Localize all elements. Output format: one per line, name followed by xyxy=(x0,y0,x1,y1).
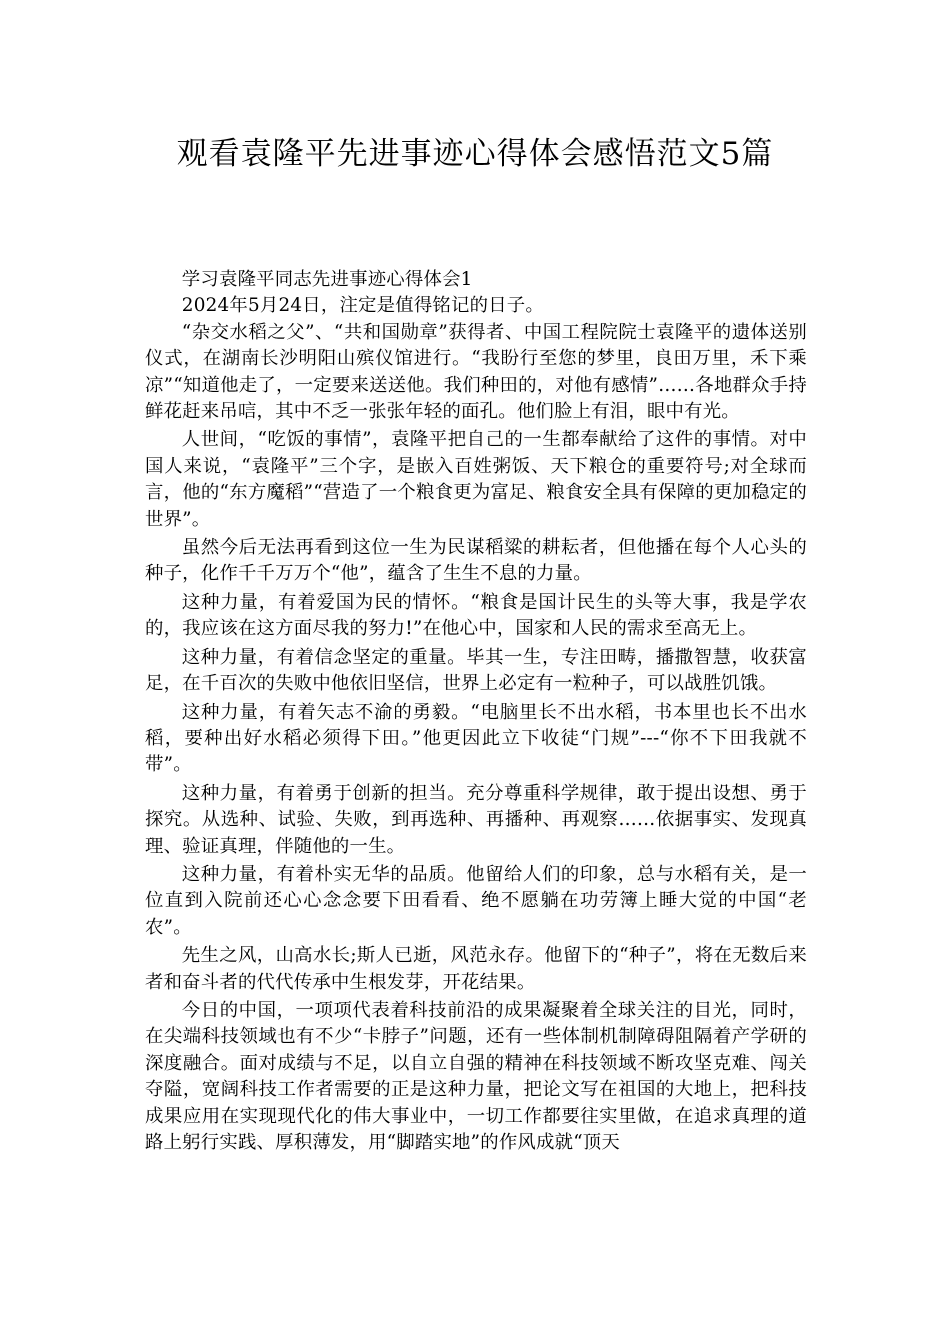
paragraph-subtitle: 学习袁隆平同志先进事迹心得体会1 xyxy=(181,269,473,290)
document-title: 观看袁隆平先进事迹心得体会感悟范文5篇 xyxy=(176,136,774,172)
paragraph: 先生之风，山高水长;斯人已逝，风范永存。他留下的“种子”，将在无数后来者和奋斗者的代代传承中生根发芽，开花结果。 xyxy=(145,945,807,993)
paragraph: 这种力量，有着爱国为民的情怀。“粮食是国计民生的头等大事，我是学农的，我应该在这方面尽我的努力!”在他心中，国家和人民的需求至高无上。 xyxy=(145,591,807,640)
document-body xyxy=(145,267,807,1156)
paragraph: 这种力量，有着矢志不渝的勇毅。“电脑里长不出水稻，书本里也长不出水稻，要种出好水稻必须得下田。”他更因此立下收徒“门规”---“你不下田我就不带”。 xyxy=(145,701,807,776)
paragraph: 这种力量，有着勇于创新的担当。充分尊重科学规律，敢于提出设想、勇于探究。从选种、试验、失败，到再选种、再播种、再观察……依据事实、发现真理、验证真理，伴随他的一生。 xyxy=(145,782,807,857)
paragraph: 这种力量，有着朴实无华的品质。他留给人们的印象，总与水稻有关，是一位直到入院前还心心念念要下田看看、绝不愿躺在功劳簿上睡大觉的中国“老农”。 xyxy=(145,863,807,938)
paragraph: 虽然今后无法再看到这位一生为民谋稻粱的耕耘者，但他播在每个人心头的种子，化作千千万万个“他”，蕴含了生生不息的力量。 xyxy=(145,537,807,585)
paragraph-date: 2024年5月24日，注定是值得铭记的日子。 xyxy=(181,295,544,317)
paragraph: 人世间，“吃饭的事情”，袁隆平把自己的一生都奉献给了这件的事情。对中国人来说，“袁隆平”三个字，是嵌入百姓粥饭、天下粮仓的重要符号;对全球而言，他的“东方魔稻”“营造了一个粮食更为富足、粮食安全具有保障的更加稳定的世界”。 xyxy=(145,429,807,530)
paragraph: “杂交水稻之父”、“共和国勋章”获得者、中国工程院院士袁隆平的遗体送别仪式，在湖南长沙明阳山殡仪馆进行。“我盼行至您的梦里，良田万里，禾下乘凉”“知道他走了，一定要来送送他。我们种田的，对他有感情”……各地群众手持鲜花赶来吊唁，其中不乏一张张年轻的面孔。他们脸上有泪，眼中有光。 xyxy=(145,321,807,423)
paragraph: 今日的中国，一项项代表着科技前沿的成果凝聚着全球关注的目光，同时，在尖端科技领域也有不少“卡脖子”问题，还有一些体制机制障碍阻隔着产学研的深度融合。面对成绩与不足，以自立自强的精神在科技领域不断攻坚克难、闯关夺隘，宽阔科技工作者需要的正是这种力量，把论文写在祖国的大地上，把科技成果应用在实现现代化的伟大事业中，一切工作都要往实里做，在追求真理的道路上躬行实践、厚积薄发，用“脚踏实地”的作风成就“顶天 xyxy=(145,999,807,1153)
paragraph: 这种力量，有着信念坚定的重量。毕其一生，专注田畴，播撒智慧，收获富足，在千百次的失败中他依旧坚信，世界上必定有一粒种子，可以战胜饥饿。 xyxy=(145,646,807,695)
